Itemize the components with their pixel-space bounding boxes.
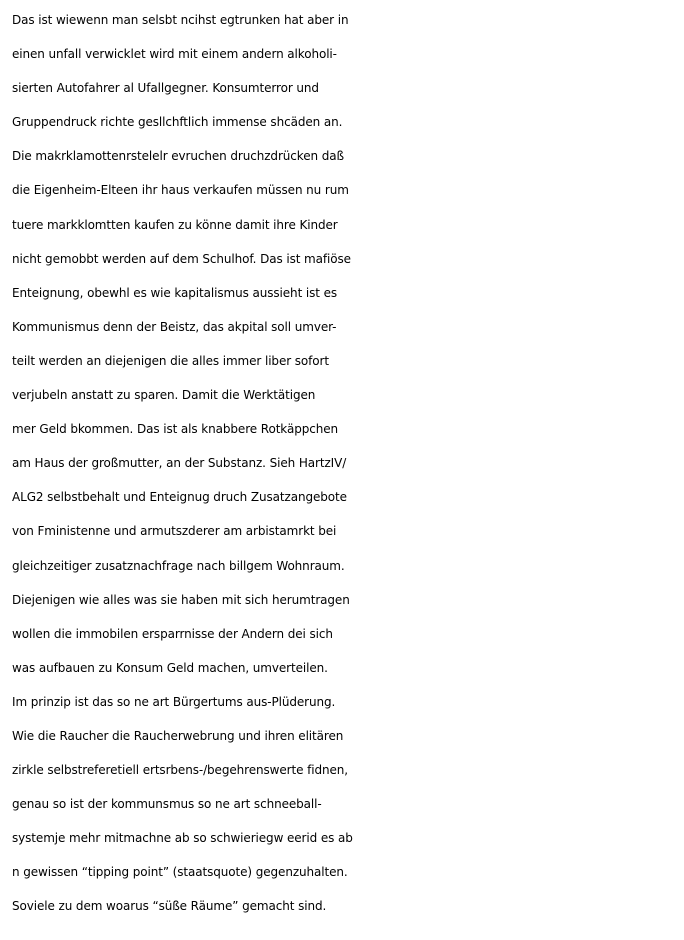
text-line: am Haus der großmutter, an der Substanz. Sieh HartzIV/	[12, 456, 347, 471]
text-line: Enteignung, obewhl es wie kapitalismus aussieht ist es	[12, 285, 338, 300]
text-line: tuere markklomtten kaufen zu könne damit ihre Kinder	[12, 217, 338, 232]
text-line: zirkle selbstreferetiell ertsrbens-/begehrenswerte fidnen,	[12, 763, 348, 778]
text-line: Soviele zu dem woarus “süße Räume” gemacht sind.	[12, 899, 327, 914]
text-line: mer Geld bkommen. Das ist als knabbere Rotkäppchen	[12, 422, 339, 437]
text-line: gleichzeitiger zusatznachfrage nach billgem Wohnraum.	[12, 558, 345, 573]
text-line: Die makrklamottenrstelelr evruchen druchzdrücken daß	[12, 149, 344, 164]
text-line: systemje mehr mitmachne ab so schwieriegw eerid es ab	[12, 831, 353, 846]
text-block	[12, 3, 684, 924]
text-line: teilt werden an diejenigen die alles immer liber sofort	[12, 353, 329, 368]
text-line: einen unfall verwicklet wird mit einem andern alkoholi-	[12, 47, 337, 62]
text-line: Im prinzip ist das so ne art Bürgertums aus-Plüderung.	[12, 694, 336, 709]
text-line: Gruppendruck richte gesllchftlich immense shcäden an.	[12, 115, 343, 130]
text-line: ALG2 selbstbehalt und Enteignug druch Zusatzangebote	[12, 490, 347, 505]
text-line: Kommunismus denn der Beistz, das akpital soll umver-	[12, 319, 337, 334]
text-line: von Fministenne und armutszderer am arbistamrkt bei	[12, 524, 337, 539]
text-line: nicht gemobbt werden auf dem Schulhof. Das ist mafiöse	[12, 251, 351, 266]
text-line: wollen die immobilen ersparrnisse der Andern dei sich	[12, 626, 333, 641]
text-line: n gewissen “tipping point” (staatsquote) gegenzuhalten.	[12, 865, 348, 880]
text-line: sierten Autofahrer al Ufallgegner. Konsumterror und	[12, 81, 319, 96]
text-line: Diejenigen wie alles was sie haben mit sich herumtragen	[12, 592, 350, 607]
text-line: verjubeln anstatt zu sparen. Damit die Werktätigen	[12, 388, 316, 403]
text-line: die Eigenheim-Elteen ihr haus verkaufen müssen nu rum	[12, 183, 349, 198]
text-line: Wie die Raucher die Raucherwebrung und ihren elitären	[12, 728, 344, 743]
text-line: genau so ist der kommunsmus so ne art schneeball-	[12, 797, 322, 812]
text-line: was aufbauen zu Konsum Geld machen, umverteilen.	[12, 660, 328, 675]
text-line: Das ist wiewenn man selsbt ncihst egtrunken hat aber in	[12, 13, 349, 27]
